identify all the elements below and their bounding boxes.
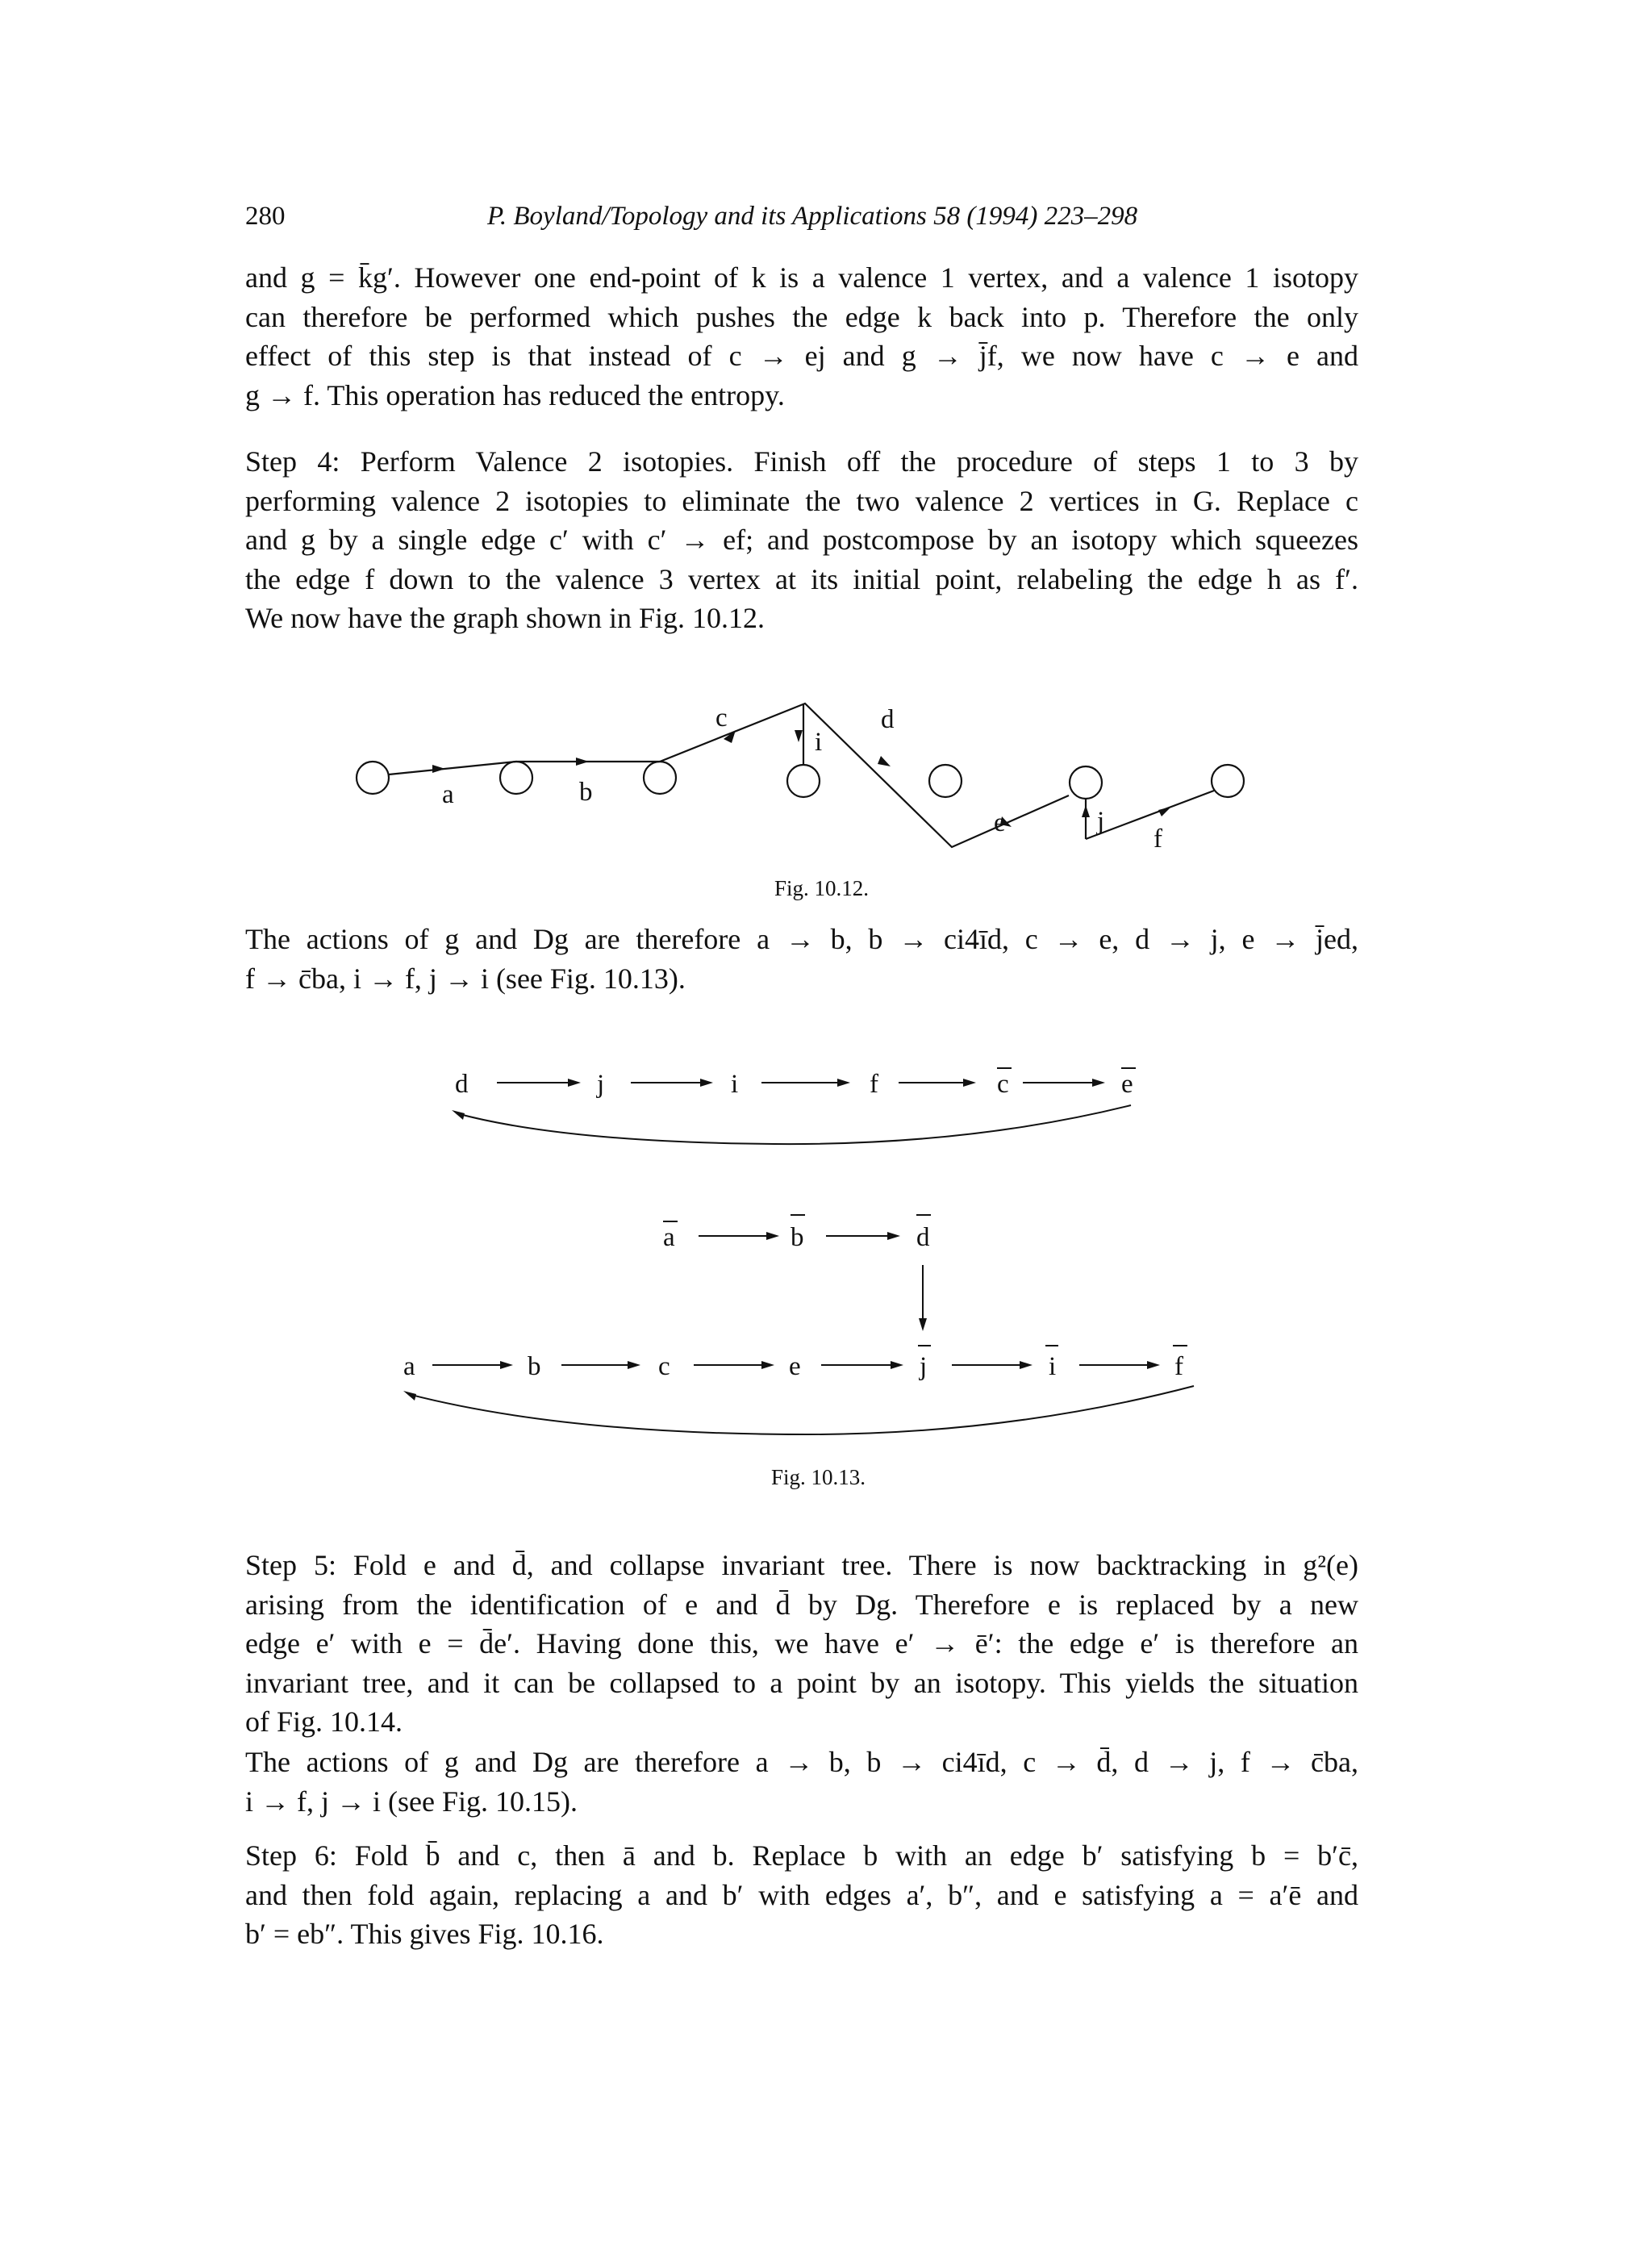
arrowhead: [1147, 1361, 1160, 1369]
text-line: The actions of g and Dg are therefore a → b, b → ci4īd, c → d̄, d → j, f → c̄ba,: [245, 1746, 1358, 1778]
text-line: i → f, j → i (see Fig. 10.15).: [245, 1785, 578, 1818]
node-e-bar: e: [1121, 1070, 1133, 1099]
arrowhead: [628, 1361, 640, 1369]
node-f: f: [870, 1070, 878, 1099]
text-line: of Fig. 10.14.: [245, 1705, 403, 1738]
text-line: Step 4: Perform Valence 2 isotopies. Finish off the procedure of steps 1 to 3 by: [245, 445, 1358, 478]
text-line: performing valence 2 isotopies to eliminate the two valence 2 vertices in G. Replace c: [245, 484, 1358, 517]
text-line: the edge f down to the valence 3 vertex at its initial point, relabeling the edge h as f′.: [245, 562, 1358, 595]
node-b-bar: b: [791, 1223, 804, 1252]
figure-caption-10-12: Fig. 10.12.: [774, 876, 870, 900]
edge-label-j: j: [1097, 807, 1105, 836]
text-line: can therefore be performed which pushes the edge k back into p. Therefore the only: [245, 300, 1358, 333]
arrowhead: [1020, 1361, 1032, 1369]
edge-label-i: i: [815, 728, 823, 757]
arrowhead: [761, 1361, 774, 1369]
node-b: b: [528, 1352, 541, 1381]
running-head: P. Boyland/Topology and its Applications 58 (1994) 223–298: [487, 202, 1138, 231]
node-i: i: [731, 1070, 739, 1099]
arrowhead: [919, 1318, 927, 1331]
text-line: invariant tree, and it can be collapsed to a point by an isotopy. This yields the situation: [245, 1666, 1358, 1699]
text-line: We now have the graph shown in Fig. 10.12.: [245, 602, 766, 634]
arrowhead: [568, 1079, 581, 1087]
text-line: f → c̄ba, i → f, j → i (see Fig. 10.13).: [245, 962, 686, 995]
arrowhead: [500, 1361, 513, 1369]
text-line: and then fold again, replacing a and b′ with edges a′, b″, and e satisfying a = a′ē and: [245, 1878, 1358, 1911]
return-arc: [457, 1105, 1131, 1144]
paragraph-step-6: [245, 1836, 1358, 1954]
node-i-bar: i: [1049, 1352, 1057, 1381]
text-line: arising from the identification of e and d̄ by Dg. Therefore e is replaced by a new: [245, 1588, 1358, 1621]
arrowhead: [700, 1079, 713, 1087]
paragraph-actions-2: [245, 1743, 1358, 1821]
node-d-bar: d: [916, 1223, 930, 1252]
text-line: g → f. This operation has reduced the entropy.: [245, 378, 785, 411]
text-line: b′ = eb″. This gives Fig. 10.16.: [245, 1918, 604, 1950]
arrowhead: [891, 1361, 903, 1369]
node-a-bar: a: [663, 1223, 675, 1252]
arrowhead: [766, 1232, 779, 1240]
arrowhead: [452, 1110, 465, 1120]
node-a: a: [403, 1352, 415, 1381]
arrowhead: [963, 1079, 976, 1087]
arrowhead: [403, 1391, 416, 1401]
node-j-bar: j: [920, 1352, 928, 1381]
edge-label-e: e: [994, 808, 1006, 837]
text-line: Step 6: Fold b̄ and c, then ā and b. Replace b with an edge b′ satisfying b = b′c̄,: [245, 1839, 1358, 1872]
arrowhead: [887, 1232, 900, 1240]
text-line: The actions of g and Dg are therefore a → b, b → ci4īd, c → e, d → j, e → j̄ed,: [245, 923, 1358, 955]
arrowhead: [1092, 1079, 1105, 1087]
edge-label-f: f: [1153, 825, 1162, 854]
page-number: 280: [245, 202, 286, 231]
edge-label-b: b: [579, 778, 593, 807]
node-j: j: [597, 1070, 605, 1099]
arrowhead: [837, 1079, 850, 1087]
node-d: d: [455, 1070, 469, 1099]
node-e: e: [789, 1352, 801, 1381]
figure-caption-10-13: Fig. 10.13.: [771, 1465, 866, 1489]
paragraph-step-5: [245, 1546, 1358, 1742]
text-line: effect of this step is that instead of c → ej and g → j̄f, we now have c → e and: [245, 340, 1358, 372]
return-arc: [408, 1386, 1194, 1434]
edge-label-c: c: [715, 703, 728, 733]
node-c-bar: c: [997, 1070, 1009, 1099]
text-line: edge e′ with e = d̄e′. Having done this, we have e′ → ē′: the edge e′ is therefore an: [245, 1627, 1358, 1659]
edge-label-a: a: [442, 780, 454, 809]
node-c: c: [658, 1352, 670, 1381]
text-line: and g by a single edge c′ with c′ → ef; and postcompose by an isotopy which squeezes: [245, 524, 1358, 556]
node-f-bar: f: [1174, 1352, 1183, 1381]
text-line: and g = k̄g′. However one end-point of k is a valence 1 vertex, and a valence 1 isotopy: [245, 261, 1358, 294]
edge-label-d: d: [881, 705, 895, 734]
text-line: Step 5: Fold e and d̄, and collapse invariant tree. There is now backtracking in g²(e): [245, 1549, 1358, 1581]
